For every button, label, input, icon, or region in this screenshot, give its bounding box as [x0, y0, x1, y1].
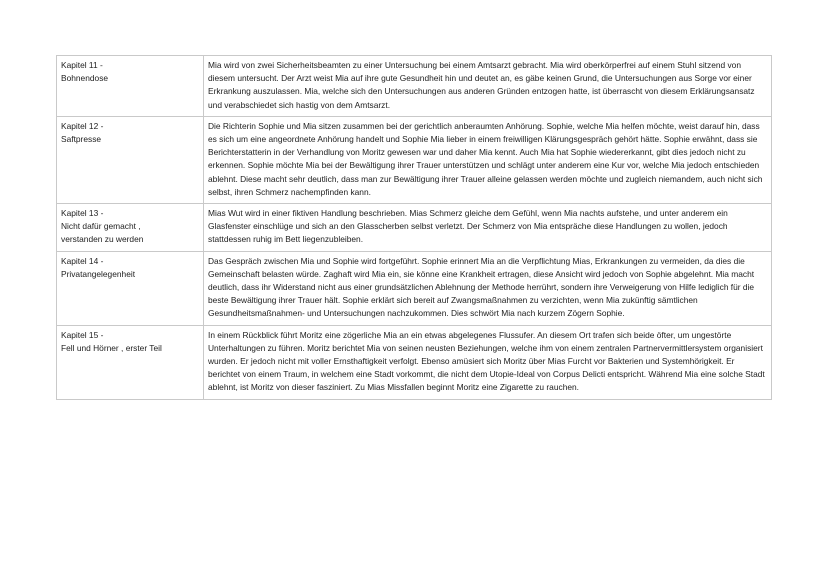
- chapter-title: Saftpresse: [61, 134, 102, 145]
- chapter-summary: Das Gespräch zwischen Mia und Sophie wird fortgeführt. Sophie erinnert Mia an die Verpflichtung Mias, Erkrankungen zu vermeiden, da dies die Gemeinschaft belasten würde. Zaghaft wird Mia ein, sie könne eine Krankheit ertragen, diese Ansicht wird jedoch von Sophie abgelehnt. Mia macht deutlich, dass ihr Widerstand nicht aus einer grundsätzlichen Ablehnung der Methode herrührt, sondern ihre Verweigerung von Hilfe lediglich für die beste Bewältigung ihrer Trauer hält. Sophie erklärt sich bereit auf Zwangsmaßnahmen zu verzichten, wenn Mia zukünftig sämtlichen Gesundheitsmaßnahmen- und Untersuchungen nachzukommen. Dies schwört Mia nach kurzem Zögern Sophie.: [204, 251, 772, 325]
- chapter-summary: Die Richterin Sophie und Mia sitzen zusammen bei der gerichtlich anberaumten Anhörung. Sophie, welche Mia helfen möchte, weist darauf hin, dass es sich um eine angeordnete Anhörung handelt und Sophie Mia lieber in einem freiwilligen Klärungsgespräch gehört hätte. Sophie erwähnt, dass sie Berichterstatterin in der Verhandlung von Moritz gewesen war und daher Mia kennt. Auch Mia hat Sophie wiedererkannt, gibt dies jedoch nicht zu erkennen. Sophie möchte Mia bei der Bewältigung ihrer Trauer unterstützen und schlägt unter anderem eine Kur vor, welche Mia jedoch entschieden ablehnt. Diese macht sehr deutlich, dass man zur Bewältigung ihrer Trauer alleine gelassen werden möchte und zugleich niemandem, auch nicht sich selbst, ihren Schmerz nachempfinden kann.: [204, 116, 772, 203]
- chapter-number: Kapitel 14 -: [61, 255, 104, 266]
- chapter-number: Kapitel 11 -: [61, 60, 103, 70]
- chapter-number: Kapitel 15 -: [61, 329, 104, 340]
- chapter-summary: Mia wird von zwei Sicherheitsbeamten zu einer Untersuchung bei einem Amtsarzt gebracht. Mia wird oberkörperfrei auf einem Stuhl sitzend von diesem untersucht. Der Arzt weist Mia auf ihre gute Gesundheit hin und deutet an, es gäbe keinen Grund, die Untersuchungen aus Sorge vor einer Erkrankung auszulassen. Mia, welche sich den Untersuchungen aus anderen Gründen entzogen hatte, ist überrascht von diesem Erklärungsansatz und verabschiedet sich hastig von dem Amtsarzt.: [204, 56, 772, 117]
- document-page: [56, 55, 772, 400]
- chapter-summary: In einem Rückblick führt Moritz eine zögerliche Mia an ein etwas abgelegenes Flussufer. An diesem Ort trafen sich beide öfter, um ungestörte Unterhaltungen zu führen. Moritz berichtet Mia von seinen neusten Beziehungen, welche ihm von einem zentralen Partnervermittlersystem organisiert wurden. Er jedoch nicht mit voller Ernsthaftigkeit verfolgt. Ebenso amüsiert sich Moritz über Mias Furcht vor Bakterien und Systemhörigkeit. Er berichtet von einem Traum, in welchem eine Stadt vorkommt, die nicht dem Utopie-Ideal von Corpus Delicti entspricht. Während Mia eine solche Stadt ablehnt, ist Moritz von dieser fasziniert. Zu Mias Missfallen beginnt Moritz eine Zigarette zu rauchen.: [204, 325, 772, 399]
- chapter-cell: [57, 116, 204, 203]
- table-row: [57, 56, 772, 117]
- chapter-cell: [57, 251, 204, 325]
- chapter-cell: [57, 56, 204, 117]
- chapter-summary: Mias Wut wird in einer fiktiven Handlung beschrieben. Mias Schmerz gleiche dem Gefühl, wenn Mia nachts aufstehe, und unter anderem ein Glasfenster einschlüge und sich an den Glasscherben selbst verletzt. Der Schmerz von Mia entspräche diese Handlungen zu wollen, jedoch stattdessen ruhig im Bett liegenzubleiben.: [204, 204, 772, 252]
- chapter-summary-table: [56, 55, 772, 400]
- chapter-title: Privatangelegenheit: [61, 268, 136, 279]
- table-row: [57, 251, 772, 325]
- chapter-number: Kapitel 12 -: [61, 120, 104, 131]
- chapter-title: Nicht dafür gemacht , verstanden zu werden: [61, 221, 144, 245]
- chapter-cell: [57, 204, 204, 252]
- table-row: [57, 325, 772, 399]
- chapter-title: Bohnendose: [61, 73, 109, 84]
- chapter-cell: [57, 325, 204, 399]
- table-row: [57, 116, 772, 203]
- chapter-number: Kapitel 13 -: [61, 208, 104, 219]
- table-row: [57, 204, 772, 252]
- chapter-title: Fell und Hörner , erster Teil: [61, 342, 162, 353]
